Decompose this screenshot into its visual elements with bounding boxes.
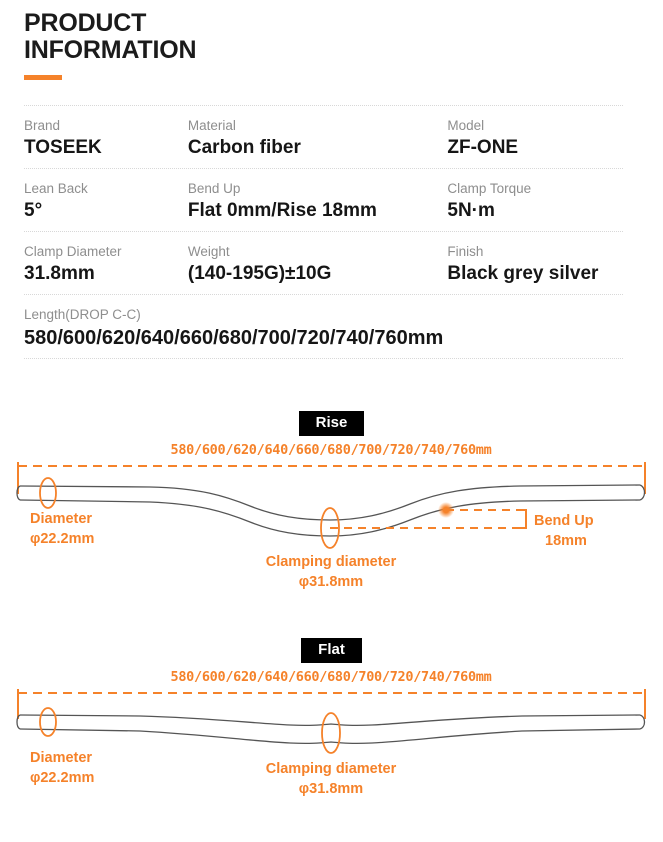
rise-diameter-label-line1: Diameter — [30, 510, 93, 527]
flat-handlebar-body — [17, 715, 645, 743]
flat-handlebar-illustration — [0, 663, 663, 823]
spec-cell-bend-up — [188, 180, 448, 224]
rise-bend-bracket — [518, 510, 526, 528]
spec-cell-brand — [24, 117, 188, 161]
spec-label: Length(DROP C-C) — [24, 306, 141, 322]
rise-bend-label-line1: Bend Up — [534, 512, 594, 529]
flat-clamp-diameter-marker — [322, 713, 340, 753]
spec-value: Flat 0mm/Rise 18mm — [187, 200, 377, 222]
section-badge-wrap-flat — [0, 638, 663, 663]
spec-value: Carbon fiber — [187, 137, 301, 159]
spec-label: Finish — [447, 243, 484, 259]
rise-clamping-label-line2: φ31.8mm — [298, 573, 364, 590]
spec-value: (140-195G)±10G — [187, 263, 332, 285]
rise-bend-label-line2: 18mm — [545, 532, 587, 549]
spec-cell-material — [188, 117, 448, 161]
spec-label: Weight — [187, 243, 230, 259]
accent-underline — [24, 75, 62, 80]
flat-clamping-label-line1: Clamping diameter — [265, 760, 397, 777]
spec-label: Brand — [24, 118, 61, 133]
spec-cell-lean-back — [24, 180, 188, 224]
page-title-line-1: PRODUCT — [24, 9, 147, 37]
flat-length-label: 580/600/620/640/660/680/700/720/740/760mm — [170, 668, 492, 685]
section-badge-rise: Rise — [299, 411, 365, 436]
page-header — [0, 0, 663, 80]
flat-clamping-label-line2: φ31.8mm — [298, 780, 364, 797]
spec-label: Material — [187, 118, 236, 133]
spec-value: TOSEEK — [24, 137, 102, 159]
spec-value: 580/600/620/640/660/680/700/720/740/760mm — [24, 326, 444, 349]
spec-value: 5N·m — [447, 200, 495, 222]
spec-cell-clamp-torque — [447, 180, 623, 224]
spec-cell-clamp-diameter — [24, 243, 188, 287]
flat-grip-diameter-marker — [40, 708, 56, 736]
section-badge-flat: Flat — [301, 638, 362, 663]
spec-value: ZF-ONE — [447, 137, 519, 159]
table-row — [24, 105, 623, 168]
page-title — [24, 10, 663, 64]
spec-label: Clamp Torque — [447, 180, 532, 196]
spec-cell-length — [24, 306, 623, 351]
spec-cell-finish — [447, 243, 623, 287]
diagram-flat — [0, 638, 663, 823]
section-badge-wrap-rise — [0, 411, 663, 436]
spec-value: Black grey silver — [447, 263, 599, 285]
spec-value: 5° — [24, 200, 43, 222]
rise-diameter-label-line2: φ22.2mm — [30, 530, 95, 547]
page-title-line-2: INFORMATION — [24, 36, 197, 64]
rise-clamping-label-line1: Clamping diameter — [265, 553, 397, 570]
flat-diameter-label-line2: φ22.2mm — [30, 769, 95, 786]
spec-cell-model — [447, 117, 623, 161]
spec-label: Model — [447, 118, 485, 133]
rise-handlebar-illustration — [0, 436, 663, 626]
table-row — [24, 294, 623, 359]
spec-label: Clamp Diameter — [24, 243, 122, 259]
table-row — [24, 231, 623, 294]
diagram-rise — [0, 411, 663, 626]
spec-value: 31.8mm — [24, 263, 95, 285]
specification-table — [0, 105, 663, 359]
spec-cell-weight — [188, 243, 448, 287]
table-row — [24, 168, 623, 231]
rise-grip-diameter-marker — [40, 478, 56, 508]
flat-diameter-label-line1: Diameter — [30, 749, 93, 766]
spec-label: Lean Back — [24, 180, 88, 196]
rise-length-label: 580/600/620/640/660/680/700/720/740/760mm — [170, 441, 492, 458]
spec-label: Bend Up — [187, 180, 241, 196]
